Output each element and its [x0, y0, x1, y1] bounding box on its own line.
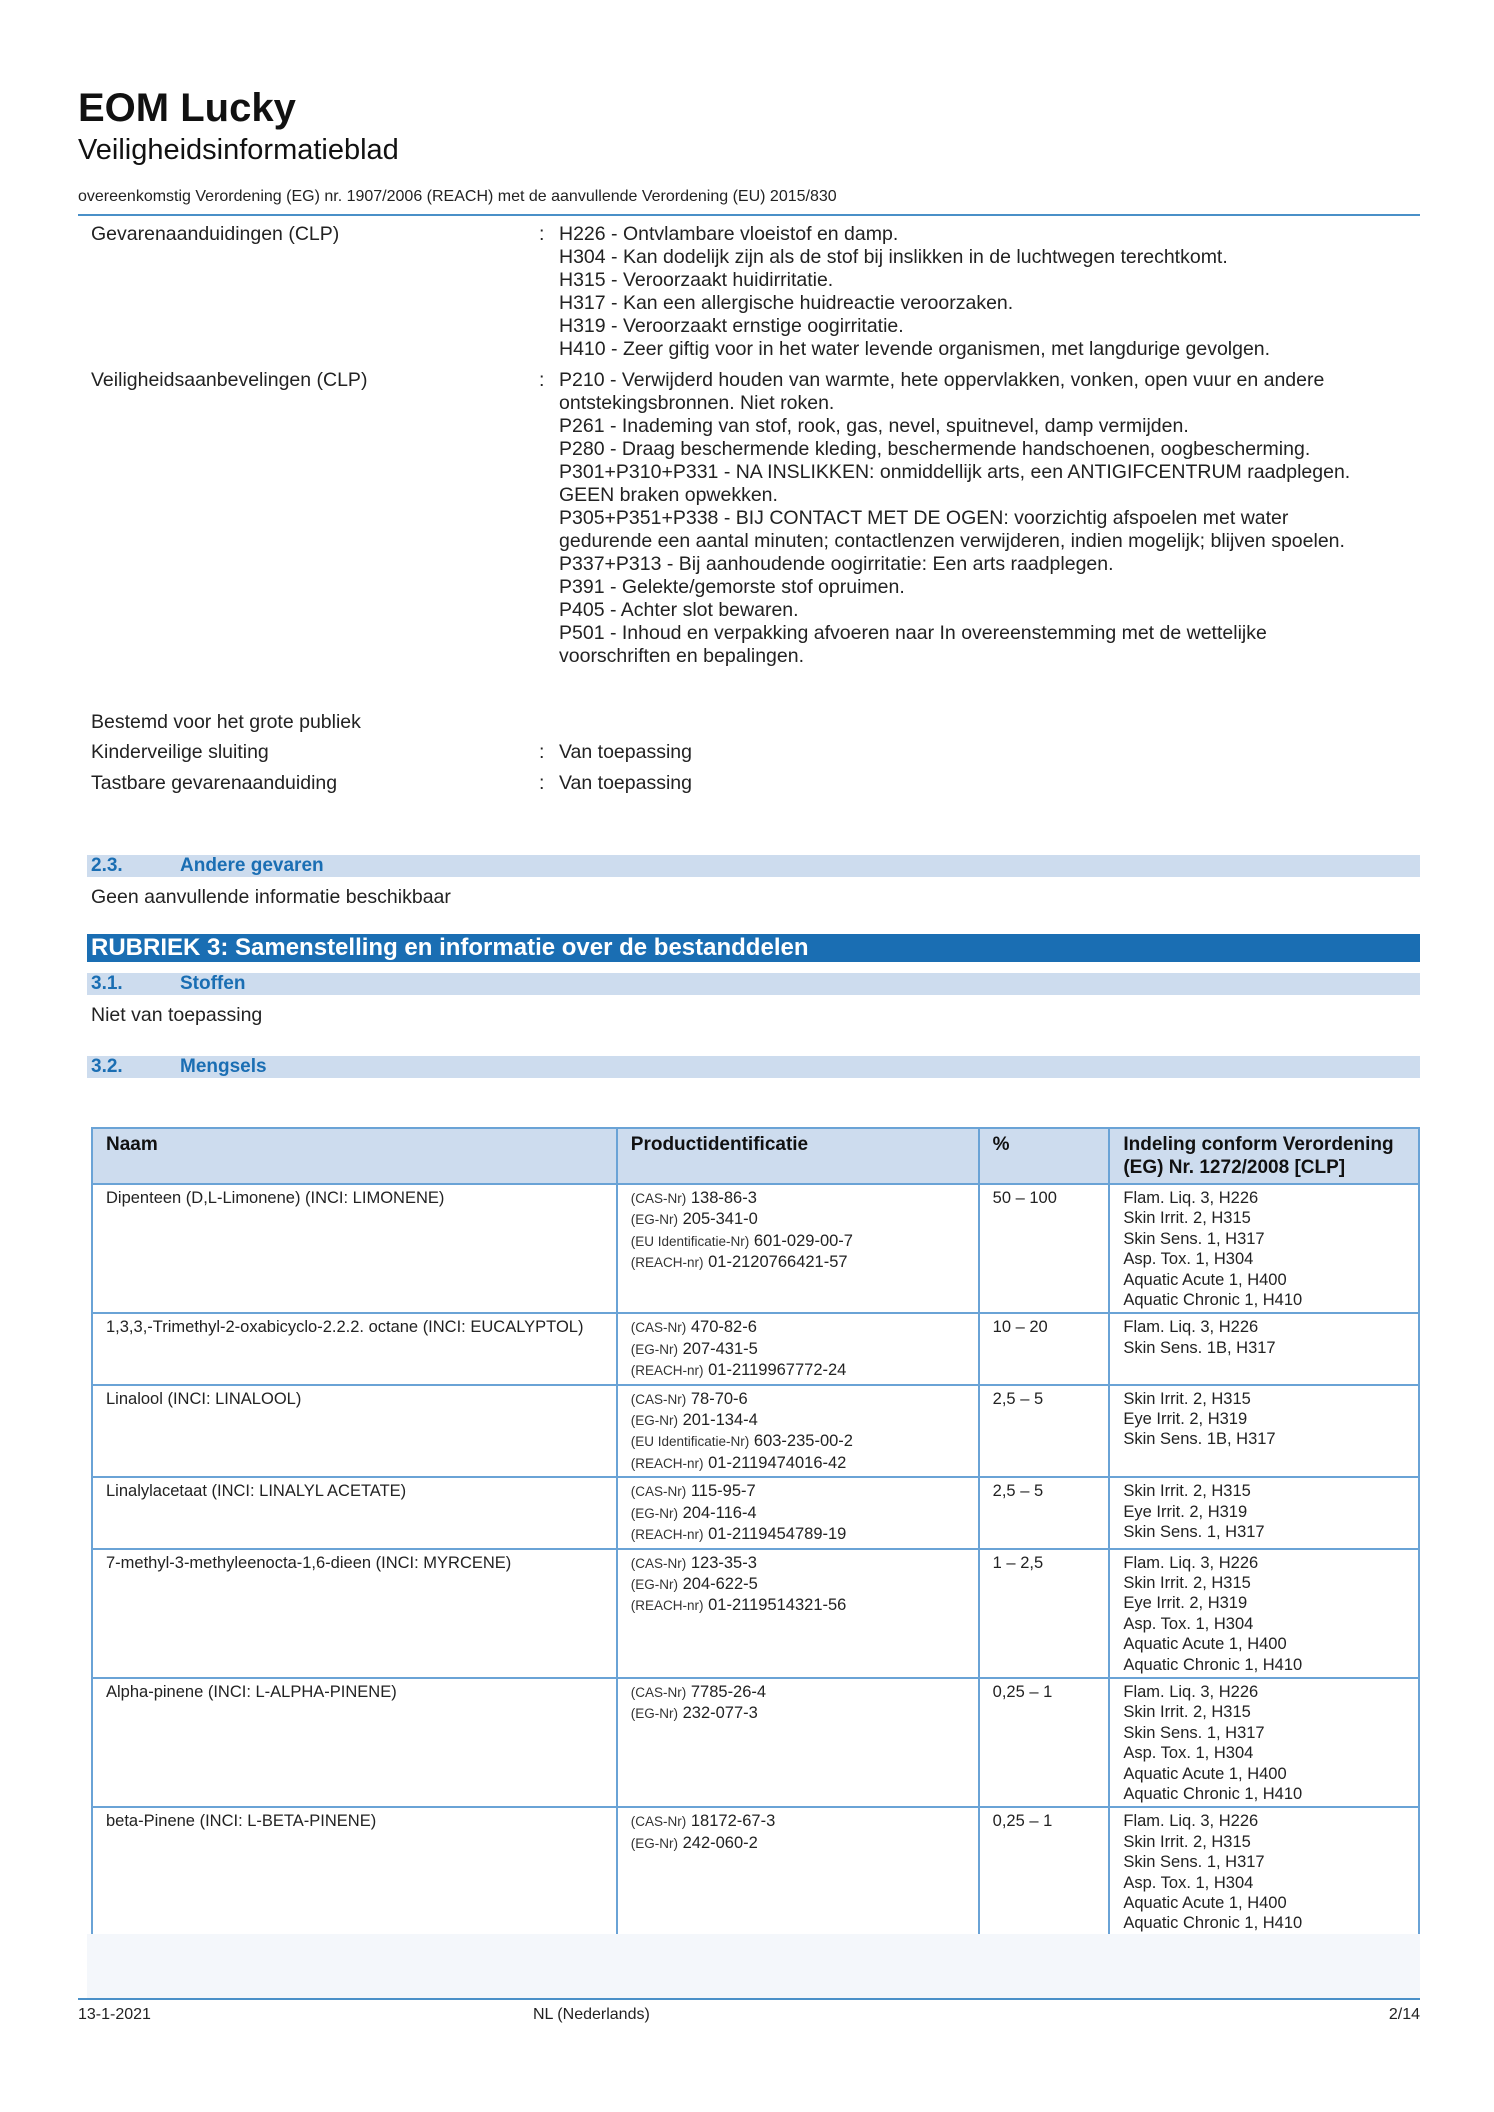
statement-line: H304 - Kan dodelijk zijn als de stof bij inslikken in de luchtwegen terechtkomt. — [559, 246, 1228, 268]
column-header-percent: % — [979, 1128, 1110, 1184]
identifier-value: 603-235-00-2 — [753, 1432, 853, 1451]
identifier-line — [631, 1431, 965, 1452]
clp-classification — [1109, 1549, 1419, 1678]
classification-line: Skin Irrit. 2, H315 — [1123, 1209, 1251, 1228]
classification-line: Flam. Liq. 3, H226 — [1123, 1682, 1259, 1701]
colon: : — [539, 223, 545, 245]
classification-line: Flam. Liq. 3, H226 — [1123, 1318, 1259, 1337]
classification-line: Asp. Tox. 1, H304 — [1123, 1744, 1254, 1763]
statement-line: P280 - Draag beschermende kleding, beschermende handschoenen, oogbescherming. — [559, 438, 1311, 460]
statement-line: P391 - Gelekte/gemorste stof opruimen. — [559, 576, 905, 598]
identifier-line — [631, 1481, 965, 1502]
regulation-line: overeenkomstig Verordening (EG) nr. 1907/2006 (REACH) met de aanvullende Verordening (EU) 2015/830 — [78, 188, 837, 205]
clp-classification — [1109, 1477, 1419, 1548]
clp-classification — [1109, 1678, 1419, 1807]
classification-line: Flam. Liq. 3, H226 — [1123, 1553, 1259, 1572]
statement-line: P261 - Inademing van stof, rook, gas, nevel, spuitnevel, damp vermijden. — [559, 415, 1189, 437]
section-title: Mengsels — [180, 1056, 267, 1077]
classification-line: Skin Sens. 1B, H317 — [1123, 1338, 1276, 1357]
identifier-line — [631, 1360, 965, 1381]
general-public-heading: Bestemd voor het grote publiek — [91, 711, 361, 733]
statement-line: H226 - Ontvlambare vloeistof en damp. — [559, 223, 899, 245]
product-identification — [617, 1184, 979, 1313]
identifier-value: 01-2119967772-24 — [708, 1361, 847, 1380]
identifier-line — [631, 1553, 965, 1574]
identifier-label: (EG-Nr) — [630, 1212, 679, 1228]
statement-line: gedurende een aantal minuten; contactlenzen verwijderen, indien mogelijk; blijven spoelen. — [559, 530, 1345, 552]
identifier-label: (REACH-nr) — [630, 1363, 704, 1379]
identifier-value: 470-82-6 — [690, 1318, 757, 1337]
identifier-value: 7785-26-4 — [690, 1682, 767, 1701]
substance-name: 7-methyl-3-methyleenocta-1,6-dieen (INCI: MYRCENE) — [92, 1549, 617, 1678]
classification-line: Asp. Tox. 1, H304 — [1123, 1873, 1254, 1892]
precautionary-statements-list — [559, 369, 1489, 668]
classification-line: Skin Irrit. 2, H315 — [1123, 1389, 1251, 1408]
statement-line: P405 - Achter slot bewaren. — [559, 599, 799, 621]
identifier-label: (EG-Nr) — [630, 1835, 679, 1851]
classification-line: Aquatic Chronic 1, H410 — [1123, 1655, 1303, 1674]
identifier-line — [631, 1703, 965, 1724]
section-3-1-text: Niet van toepassing — [91, 1004, 263, 1026]
identifier-value: 242-060-2 — [682, 1833, 758, 1852]
statement-line: H317 - Kan een allergische huidreactie veroorzaken. — [559, 292, 1014, 314]
identifier-label: (REACH-nr) — [630, 1255, 704, 1271]
substance-name: Dipenteen (D,L-Limonene) (INCI: LIMONENE) — [92, 1184, 617, 1313]
identifier-line — [631, 1811, 965, 1832]
clp-classification — [1109, 1313, 1419, 1384]
identifier-value: 204-116-4 — [682, 1503, 757, 1522]
identifier-value: 18172-67-3 — [690, 1812, 776, 1831]
identifier-label: (REACH-nr) — [630, 1527, 704, 1543]
identifier-line — [631, 1188, 965, 1209]
identifier-line — [631, 1833, 965, 1854]
identifier-line — [631, 1252, 965, 1273]
identifier-line — [631, 1503, 965, 1524]
section-number: 3.2. — [91, 1056, 123, 1077]
classification-line: Skin Sens. 1B, H317 — [1123, 1430, 1276, 1449]
identifier-label: (EG-Nr) — [630, 1706, 679, 1722]
hazard-statements-label: Gevarenaanduidingen (CLP) — [91, 223, 340, 245]
identifier-label: (CAS-Nr) — [630, 1320, 687, 1336]
column-header-classification: Indeling conform Verordening (EG) Nr. 1272/2008 [CLP] — [1109, 1128, 1419, 1184]
classification-line: Aquatic Acute 1, H400 — [1123, 1894, 1287, 1912]
mixture-table — [91, 1127, 1420, 1938]
identifier-value: 01-2119514321-56 — [708, 1596, 847, 1615]
substance-name: Linalool (INCI: LINALOOL) — [92, 1385, 617, 1478]
substance-name: beta-Pinene (INCI: L-BETA-PINENE) — [92, 1807, 617, 1936]
clp-classification — [1109, 1807, 1419, 1936]
identifier-label: (CAS-Nr) — [630, 1814, 687, 1830]
identifier-value: 01-2120766421-57 — [708, 1253, 848, 1272]
table-body — [92, 1184, 1419, 1937]
product-identification — [617, 1477, 979, 1548]
identifier-value: 205-341-0 — [682, 1210, 758, 1229]
classification-line: Skin Irrit. 2, H315 — [1123, 1573, 1251, 1592]
identifier-line — [631, 1389, 965, 1410]
statement-line: P337+P313 - Bij aanhoudende oogirritatie: Een arts raadplegen. — [559, 553, 1114, 575]
table-header-row — [92, 1128, 1419, 1184]
identifier-value: 201-134-4 — [682, 1411, 758, 1430]
product-identification — [617, 1678, 979, 1807]
concentration-percent: 10 – 20 — [979, 1313, 1110, 1384]
classification-line: Aquatic Chronic 1, H410 — [1123, 1784, 1303, 1803]
tactile-warning-label: Tastbare gevarenaanduiding — [91, 772, 338, 794]
substance-name: 1,3,3,-Trimethyl-2-oxabicyclo-2.2.2. octane (INCI: EUCALYPTOL) — [92, 1313, 617, 1384]
precautionary-statements-label: Veiligheidsaanbevelingen (CLP) — [91, 369, 368, 391]
statement-line: P501 - Inhoud en verpakking afvoeren naar In overeenstemming met de wettelijke — [559, 622, 1267, 644]
statement-line: voorschriften en bepalingen. — [559, 645, 804, 667]
identifier-value: 01-2119474016-42 — [708, 1453, 847, 1472]
table-row — [92, 1385, 1419, 1478]
identifier-value: 123-35-3 — [690, 1553, 757, 1572]
table-row — [92, 1313, 1419, 1384]
identifier-label: (EG-Nr) — [630, 1505, 679, 1521]
concentration-percent: 0,25 – 1 — [979, 1807, 1110, 1936]
statement-line: ontstekingsbronnen. Niet roken. — [559, 392, 835, 414]
section-title: Andere gevaren — [180, 855, 324, 876]
tactile-warning-value: Van toepassing — [559, 772, 692, 794]
concentration-percent: 0,25 – 1 — [979, 1678, 1110, 1807]
identifier-label: (CAS-Nr) — [630, 1391, 687, 1407]
identifier-line — [631, 1339, 965, 1360]
classification-line: Skin Sens. 1, H317 — [1123, 1523, 1265, 1542]
rubriek-3-heading — [87, 934, 1420, 962]
identifier-value: 78-70-6 — [690, 1389, 748, 1408]
concentration-percent: 2,5 – 5 — [979, 1385, 1110, 1478]
statement-line: GEEN braken opwekken. — [559, 484, 778, 506]
identifier-value: 207-431-5 — [682, 1339, 758, 1358]
footer-page-number: 2/14 — [1388, 2006, 1420, 2023]
identifier-value: 01-2119454789-19 — [708, 1525, 847, 1544]
column-header-name: Naam — [92, 1128, 617, 1184]
identifier-label: (REACH-nr) — [630, 1598, 704, 1614]
child-closure-value: Van toepassing — [559, 741, 692, 763]
section-number: 2.3. — [91, 855, 123, 876]
identifier-value: 138-86-3 — [690, 1189, 757, 1207]
section-2-3-text: Geen aanvullende informatie beschikbaar — [91, 886, 451, 908]
classification-line: Skin Sens. 1, H317 — [1123, 1853, 1265, 1872]
classification-line: Flam. Liq. 3, H226 — [1123, 1189, 1259, 1207]
classification-line: Aquatic Acute 1, H400 — [1123, 1764, 1287, 1783]
classification-line: Aquatic Chronic 1, H410 — [1123, 1291, 1303, 1310]
classification-line: Skin Irrit. 2, H315 — [1123, 1703, 1251, 1722]
column-header-product-id: Productidentificatie — [617, 1128, 979, 1184]
product-identification — [617, 1313, 979, 1384]
classification-line: Asp. Tox. 1, H304 — [1123, 1250, 1254, 1269]
clp-classification — [1109, 1184, 1419, 1313]
child-closure-label: Kinderveilige sluiting — [91, 741, 269, 763]
identifier-line — [631, 1595, 965, 1616]
classification-line: Aquatic Acute 1, H400 — [1123, 1270, 1287, 1289]
table-row — [92, 1549, 1419, 1678]
classification-line: Flam. Liq. 3, H226 — [1123, 1812, 1259, 1831]
identifier-label: (EG-Nr) — [630, 1576, 679, 1592]
footer-divider — [78, 1998, 1420, 2000]
classification-line: Skin Sens. 1, H317 — [1123, 1723, 1265, 1742]
product-identification — [617, 1549, 979, 1678]
identifier-label: (EG-Nr) — [630, 1341, 679, 1357]
classification-line: Skin Irrit. 2, H315 — [1123, 1832, 1251, 1851]
header-divider — [78, 214, 1420, 216]
section-3-1-heading — [87, 973, 1420, 995]
identifier-line — [631, 1682, 965, 1703]
identifier-label: (EG-Nr) — [630, 1413, 679, 1429]
colon: : — [539, 772, 545, 794]
table-row — [92, 1807, 1419, 1936]
table-row — [92, 1477, 1419, 1548]
colon: : — [539, 741, 545, 763]
table-row — [92, 1678, 1419, 1807]
identifier-label: (REACH-nr) — [630, 1455, 704, 1471]
substance-name: Linalylacetaat (INCI: LINALYL ACETATE) — [92, 1477, 617, 1548]
classification-line: Aquatic Chronic 1, H410 — [1123, 1914, 1303, 1933]
footer-language: NL (Nederlands) — [533, 2006, 650, 2023]
product-identification — [617, 1807, 979, 1936]
classification-line: Asp. Tox. 1, H304 — [1123, 1614, 1254, 1633]
identifier-line — [631, 1453, 965, 1474]
statement-line: P301+P310+P331 - NA INSLIKKEN: onmiddellijk arts, een ANTIGIFCENTRUM raadplegen. — [559, 461, 1351, 483]
clp-classification — [1109, 1385, 1419, 1478]
concentration-percent: 50 – 100 — [979, 1184, 1110, 1313]
hazard-statements-list — [559, 223, 1489, 361]
classification-line: Skin Sens. 1, H317 — [1123, 1229, 1265, 1248]
statement-line: H410 - Zeer giftig voor in het water levende organismen, met langdurige gevolgen. — [559, 338, 1271, 360]
concentration-percent: 1 – 2,5 — [979, 1549, 1110, 1678]
identifier-line — [631, 1410, 965, 1431]
rubriek-title: RUBRIEK 3: Samenstelling en informatie over de bestanddelen — [91, 934, 809, 961]
substance-name: Alpha-pinene (INCI: L-ALPHA-PINENE) — [92, 1678, 617, 1807]
identifier-label: (EU Identificatie-Nr) — [630, 1434, 750, 1450]
identifier-line — [631, 1209, 965, 1230]
product-name: EOM Lucky — [78, 86, 296, 130]
classification-line: Skin Irrit. 2, H315 — [1123, 1482, 1251, 1501]
document-type: Veiligheidsinformatieblad — [78, 134, 399, 166]
classification-line: Eye Irrit. 2, H319 — [1123, 1502, 1248, 1521]
statement-line: H319 - Veroorzaakt ernstige oogirritatie. — [559, 315, 904, 337]
section-3-2-heading — [87, 1056, 1420, 1078]
identifier-line — [631, 1317, 965, 1338]
section-number: 3.1. — [91, 973, 123, 994]
concentration-percent: 2,5 – 5 — [979, 1477, 1110, 1548]
identifier-value: 601-029-00-7 — [753, 1231, 853, 1250]
section-2-3-heading — [87, 855, 1420, 877]
identifier-value: 204-622-5 — [682, 1574, 758, 1593]
identifier-line — [631, 1574, 965, 1595]
statement-line: P210 - Verwijderd houden van warmte, hete oppervlakken, vonken, open vuur en andere — [559, 369, 1325, 391]
identifier-label: (CAS-Nr) — [630, 1555, 687, 1571]
identifier-label: (EU Identificatie-Nr) — [630, 1233, 750, 1249]
identifier-label: (CAS-Nr) — [630, 1684, 687, 1700]
identifier-value: 232-077-3 — [682, 1704, 758, 1723]
identifier-line — [631, 1231, 965, 1252]
table-row — [92, 1184, 1419, 1313]
identifier-label: (CAS-Nr) — [630, 1484, 687, 1500]
table-end-band — [87, 1934, 1420, 1998]
statement-line: H315 - Veroorzaakt huidirritatie. — [559, 269, 834, 291]
identifier-label: (CAS-Nr) — [630, 1191, 687, 1206]
colon: : — [539, 369, 545, 391]
classification-line: Eye Irrit. 2, H319 — [1123, 1410, 1248, 1429]
section-title: Stoffen — [180, 973, 246, 994]
classification-line: Aquatic Acute 1, H400 — [1123, 1635, 1287, 1654]
identifier-line — [631, 1524, 965, 1545]
classification-line: Eye Irrit. 2, H319 — [1123, 1594, 1248, 1613]
footer-date: 13-1-2021 — [78, 2006, 151, 2023]
product-identification — [617, 1385, 979, 1478]
identifier-value: 115-95-7 — [690, 1482, 756, 1501]
statement-line: P305+P351+P338 - BIJ CONTACT MET DE OGEN: voorzichtig afspoelen met water — [559, 507, 1289, 529]
